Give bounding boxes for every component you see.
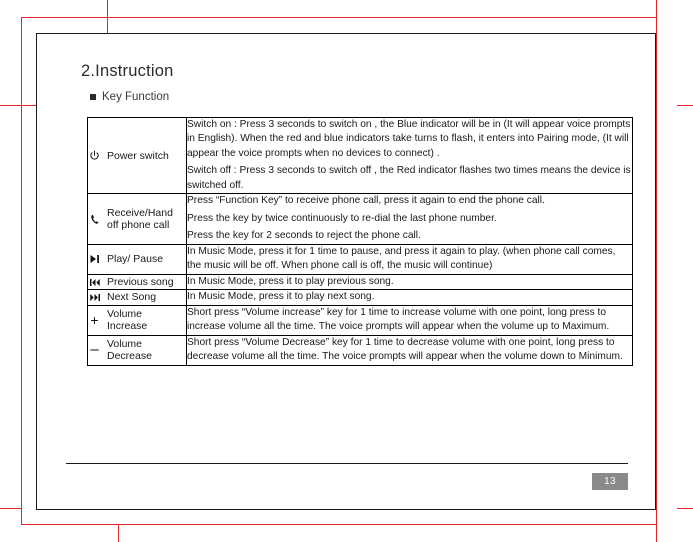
- table-row: [88, 305, 633, 335]
- table-row: [88, 274, 633, 289]
- key-label-group: [88, 253, 186, 266]
- description-cell-play-pause: [187, 244, 633, 274]
- trim-line-right: [656, 17, 657, 525]
- page-content: [37, 34, 655, 509]
- key-cell-previous-song: [88, 274, 187, 289]
- previous-track-icon: [88, 276, 101, 289]
- key-label-text: Previous song: [107, 275, 174, 288]
- key-label-text: Next Song: [107, 291, 157, 304]
- key-label-group: [88, 276, 186, 289]
- key-label-group: [88, 207, 186, 232]
- description-paragraph: In Music Mode, press it for 1 time to pause, and press it again to play. (when phone call comes, the music will be off. When phone call is off, the music will continue): [187, 245, 616, 272]
- description-paragraph: Short press “Volume Decrease” key for 1 time to decrease volume with one point, long press to decrease volume all the time. The voice prompts will appear when the volume down to Minimum.: [187, 336, 623, 363]
- trim-line-top: [21, 17, 657, 18]
- trim-line-left: [21, 17, 22, 525]
- description-paragraph: Switch off : Press 3 seconds to switch off , the Red indicator flashes two times means the device is switched off.: [187, 165, 631, 191]
- table-row: [88, 290, 633, 305]
- description-paragraph: In Music Mode, press it to play next song.: [187, 291, 375, 303]
- description-paragraph: Short press “Volume increase” key for 1 time to increase volume with one point, long press to increase volume all the time. The voice prompts will appear when the volume up to Maximum.: [187, 306, 610, 333]
- phone-handset-icon: [88, 213, 101, 226]
- play-pause-icon: [88, 253, 101, 266]
- key-cell-volume-decrease: [88, 335, 187, 365]
- sub-section-heading: [90, 91, 169, 103]
- key-label-group: [88, 149, 186, 162]
- key-label-line-1: Volume: [107, 337, 143, 350]
- key-cell-receive-call: [88, 194, 187, 244]
- key-label-line-2: Decrease: [107, 350, 152, 363]
- key-cell-next-song: [88, 290, 187, 305]
- description-cell-power: [187, 118, 633, 194]
- page-frame: [36, 33, 656, 510]
- key-label-text: Play/ Pause: [107, 253, 164, 266]
- key-cell-play-pause: [88, 244, 187, 274]
- table-row: [88, 194, 633, 244]
- crop-mark-top-right-vertical: [656, 0, 657, 18]
- crop-mark-bottom-left-vertical: [118, 524, 119, 542]
- description-cell-previous-song: [187, 274, 633, 289]
- description-paragraph: Press “Function Key” to receive phone call, press it again to end the phone call.: [187, 195, 545, 207]
- minus-icon: –: [90, 340, 99, 358]
- table-row: [88, 118, 633, 194]
- key-function-table: [87, 117, 633, 366]
- key-function-table-body: [88, 118, 633, 366]
- footer-divider: [66, 463, 628, 464]
- key-label-text: [107, 338, 152, 363]
- key-cell-power: [88, 118, 187, 194]
- key-label-group: [88, 308, 186, 333]
- key-label-line-2: Increase: [107, 320, 148, 333]
- description-paragraph: Press the key for 2 seconds to reject the phone call.: [187, 230, 421, 242]
- description-paragraph: In Music Mode, press it to play previous song.: [187, 275, 394, 287]
- crop-mark-left-bottom-horizontal: [0, 508, 22, 509]
- square-bullet-icon: [90, 94, 96, 100]
- description-cell-receive-call: [187, 194, 633, 244]
- key-label-group: [88, 291, 186, 304]
- crop-mark-right-bottom-horizontal: [677, 508, 693, 509]
- table-row: [88, 244, 633, 274]
- key-label-text: Power switch: [107, 149, 169, 162]
- description-cell-next-song: [187, 290, 633, 305]
- key-label-group: [88, 338, 186, 363]
- key-cell-volume-increase: [88, 305, 187, 335]
- plus-icon: +: [90, 312, 99, 329]
- key-label-line-1: Receive/Hand: [107, 206, 173, 219]
- sub-section-label: Key Function: [102, 91, 170, 103]
- key-label-line-1: Volume: [107, 307, 143, 320]
- description-cell-volume-increase: [187, 305, 633, 335]
- trim-line-bottom: [21, 524, 657, 525]
- key-label-line-2: off phone call: [107, 219, 170, 232]
- description-cell-volume-decrease: [187, 335, 633, 365]
- table-row: [88, 335, 633, 365]
- key-label-text: [107, 308, 147, 333]
- next-track-icon: [88, 291, 101, 304]
- description-paragraph: Switch on : Press 3 seconds to switch on , the Blue indicator will be in (It will appear voice prompts in English). When the red and blue indicators take turns to flash, it enters into Pairing mode, (It will appear the voice prompts when no devices to connect) .: [187, 119, 631, 159]
- page-number-badge: 13: [592, 473, 628, 490]
- power-icon: [88, 149, 101, 162]
- crop-mark-right-top-horizontal: [677, 105, 693, 106]
- key-label-text: [107, 207, 173, 232]
- description-paragraph: Press the key by twice continuously to re-dial the last phone number.: [187, 212, 497, 224]
- crop-mark-bottom-right-vertical: [656, 524, 657, 542]
- section-title: 2.Instruction: [81, 62, 174, 80]
